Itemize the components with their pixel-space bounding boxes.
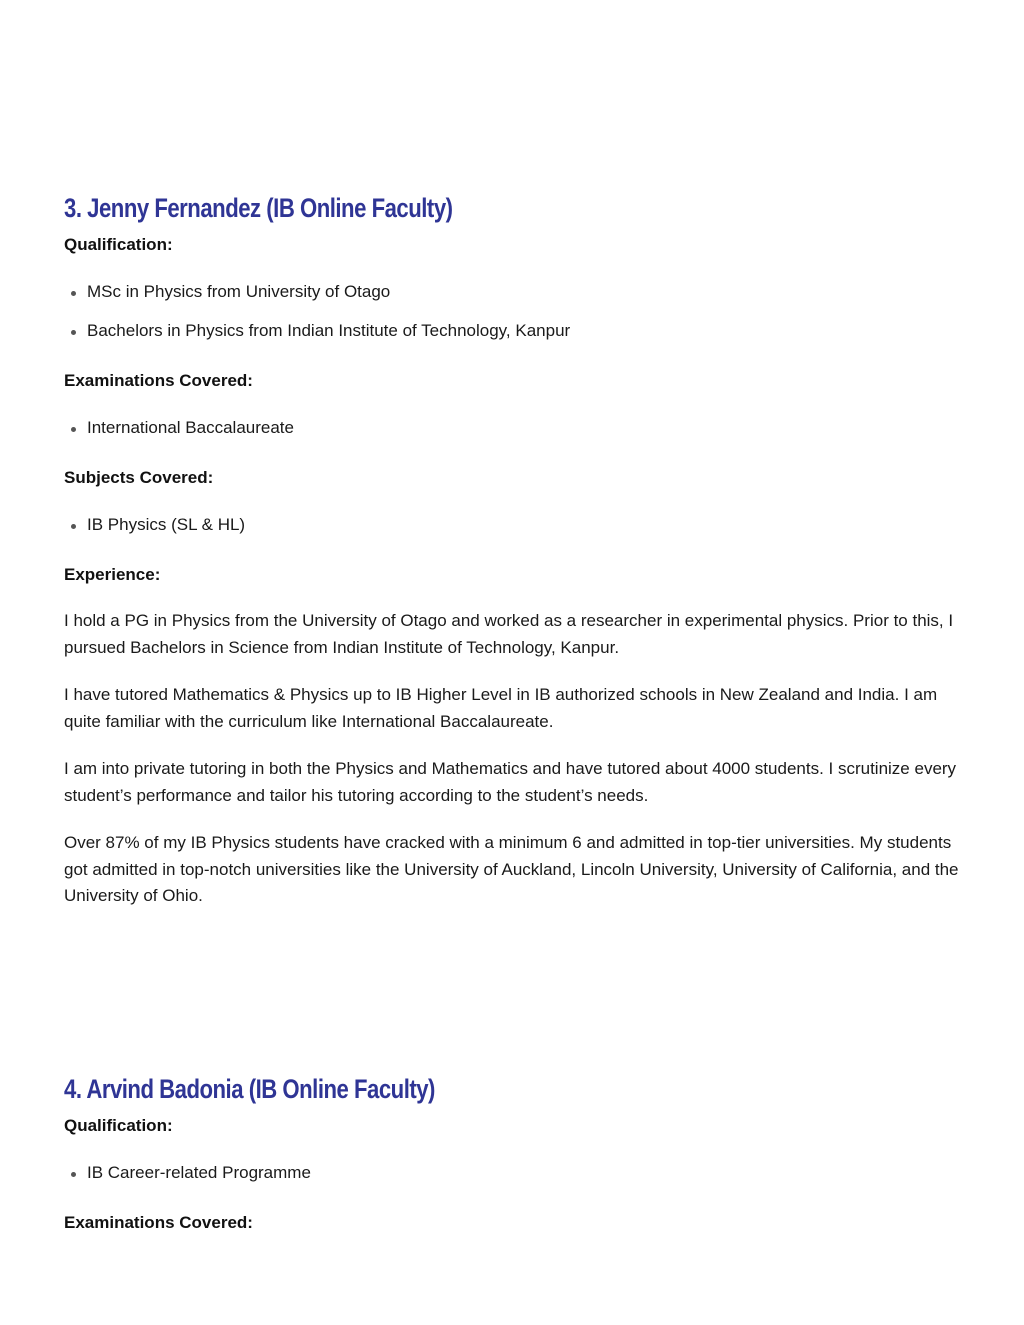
qualification-label: Qualification:	[64, 1116, 173, 1135]
list-item: International Baccalaureate	[64, 417, 964, 439]
subjects-list	[64, 514, 964, 536]
list-item: Bachelors in Physics from Indian Institute of Technology, Kanpur	[64, 320, 964, 342]
faculty-heading: 3. Jenny Fernandez (IB Online Faculty)	[64, 193, 453, 223]
experience-label: Experience:	[64, 565, 161, 584]
experience-paragraph: Over 87% of my IB Physics students have cracked with a minimum 6 and admitted in top-tier universities. My students got admitted in top-notch universities like the University of Auckland, Lincoln University, University of California, and the University of Ohio.	[64, 833, 959, 905]
list-item: IB Physics (SL & HL)	[64, 514, 964, 536]
faculty-section-arvind-badonia	[64, 1071, 964, 1234]
experience-paragraph: I have tutored Mathematics & Physics up to IB Higher Level in IB authorized schools in New Zealand and India. I am quite familiar with the curriculum like International Baccalaureate.	[64, 685, 938, 731]
faculty-section-jenny-fernandez	[64, 190, 964, 910]
faculty-heading: 4. Arvind Badonia (IB Online Faculty)	[64, 1074, 435, 1104]
subjects-label: Subjects Covered:	[64, 468, 214, 487]
experience-paragraph: I hold a PG in Physics from the University of Otago and worked as a researcher in experimental physics. Prior to this, I pursued Bachelors in Science from Indian Institute of Technology, Kanpur.	[64, 611, 954, 657]
list-item: MSc in Physics from University of Otago	[64, 281, 964, 303]
examinations-label: Examinations Covered:	[64, 1213, 253, 1232]
qualification-list	[64, 281, 964, 342]
experience-paragraph: I am into private tutoring in both the Physics and Mathematics and have tutored about 4000 students. I scrutinize every student’s performance and tailor his tutoring according to the student’s needs.	[64, 759, 957, 805]
list-item: IB Career-related Programme	[64, 1162, 964, 1184]
qualification-list	[64, 1162, 964, 1184]
examinations-label: Examinations Covered:	[64, 371, 253, 390]
qualification-label: Qualification:	[64, 235, 173, 254]
examinations-list	[64, 417, 964, 439]
